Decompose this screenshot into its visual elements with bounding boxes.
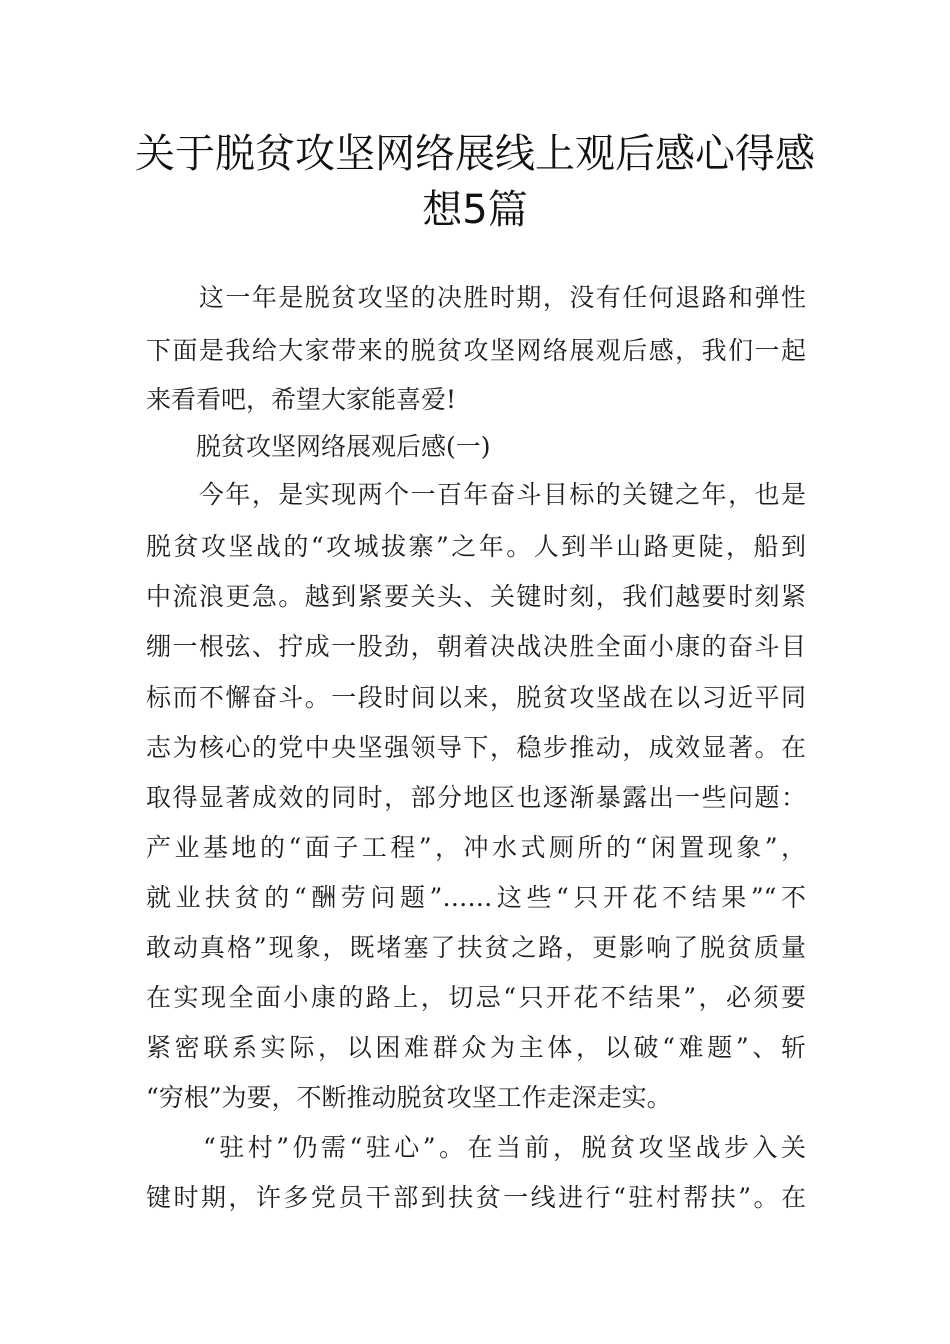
title-line-2: 想5篇 (422, 187, 528, 233)
body-line: “驻村”仍需“驻心”。在当前，脱贫攻坚战步入关 (146, 1133, 806, 1162)
body-line: 来看看吧，希望大家能喜爱! (146, 385, 457, 414)
document-title (110, 126, 840, 238)
body-line: 这一年是脱贫攻坚的决胜时期，没有任何退路和弹性 (146, 283, 806, 312)
body-line: 产业基地的“面子工程”，冲水式厕所的“闲置现象”， (146, 833, 806, 862)
body-line: 绷一根弦、拧成一股劲，朝着决战决胜全面小康的奋斗目 (146, 632, 806, 661)
body-line: 敢动真格”现象，既堵塞了扶贫之路，更影响了脱贫质量 (146, 933, 806, 962)
body-line: 在实现全面小康的路上，切忌“只开花不结果”，必须要 (146, 983, 806, 1012)
body-line: 取得显著成效的同时，部分地区也逐渐暴露出一些问题： (146, 783, 806, 812)
title-line-1: 关于脱贫攻坚网络展线上观后感心得感 (135, 131, 815, 177)
body-line: 中流浪更急。越到紧要关头、关键时刻，我们越要时刻紧 (146, 582, 806, 611)
body-line: 紧密联系实际，以困难群众为主体，以破“难题”、斩 (146, 1033, 806, 1062)
body-line: 键时期，许多党员干部到扶贫一线进行“驻村帮扶”。在 (146, 1183, 806, 1212)
body-line: 标而不懈奋斗。一段时间以来，脱贫攻坚战在以习近平同 (146, 683, 806, 712)
body-line: 就业扶贫的“酬劳问题”……这些“只开花不结果”“不 (146, 883, 806, 912)
body-line: 志为核心的党中央坚强领导下，稳步推动，成效显著。在 (146, 733, 806, 762)
body-line: “穷根”为要，不断推动脱贫攻坚工作走深走实。 (146, 1083, 672, 1112)
body-line: 今年，是实现两个一百年奋斗目标的关键之年，也是 (146, 480, 806, 509)
section-heading: 脱贫攻坚网络展观后感(一) (146, 432, 491, 461)
body-line: 脱贫攻坚战的“攻城拔寨”之年。人到半山路更陡，船到 (146, 532, 806, 561)
body-line: 下面是我给大家带来的脱贫攻坚网络展观后感，我们一起 (146, 336, 806, 365)
